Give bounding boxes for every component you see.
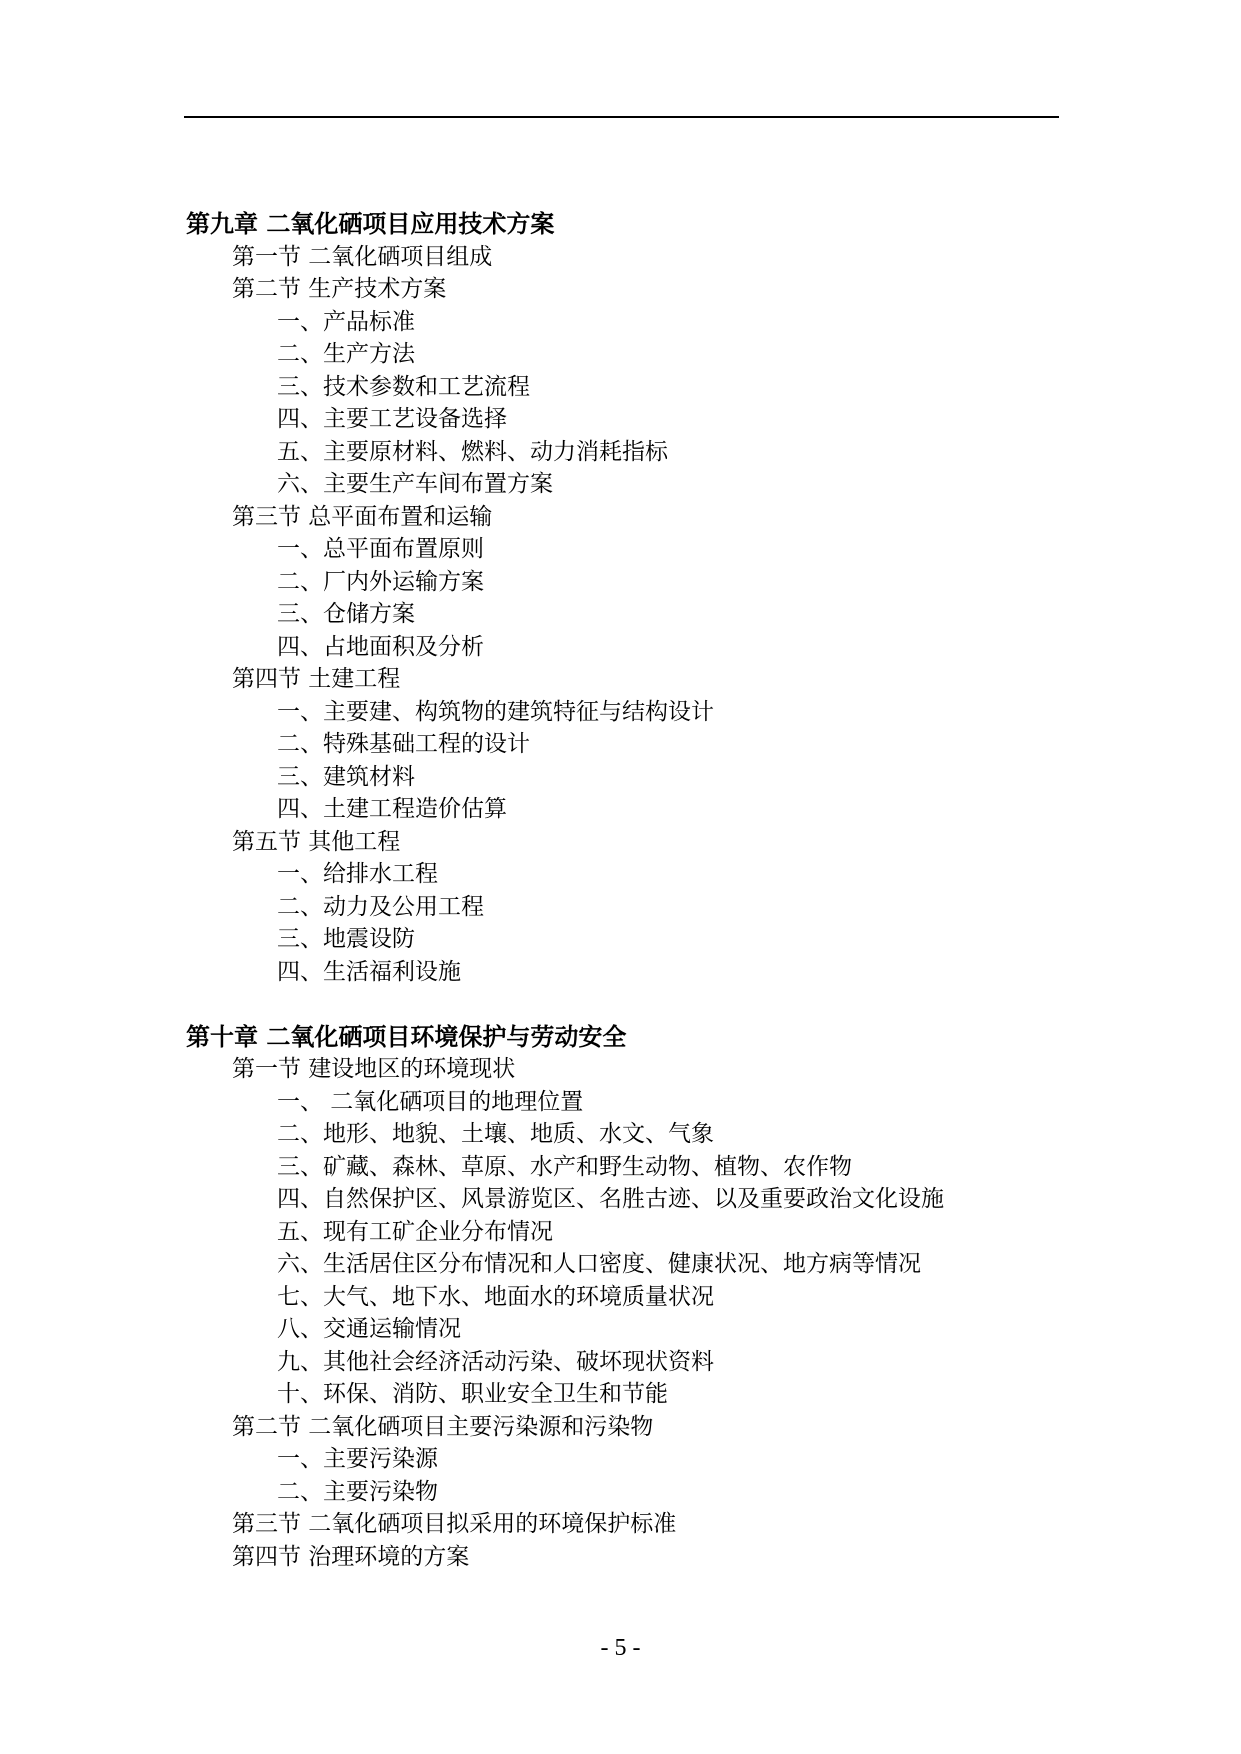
- toc-item: 三、地震设防: [277, 926, 415, 952]
- toc-item: 四、土建工程造价估算: [277, 796, 507, 822]
- toc-item: 四、自然保护区、风景游览区、名胜古迹、以及重要政治文化设施: [277, 1186, 944, 1212]
- toc-item: 一、总平面布置原则: [277, 536, 484, 562]
- section-heading: 第五节 其他工程: [232, 828, 401, 855]
- toc-item: 二、特殊基础工程的设计: [277, 731, 530, 757]
- toc-item: 一、 二氧化硒项目的地理位置: [277, 1088, 584, 1115]
- toc-item: 三、仓储方案: [277, 601, 415, 627]
- section-heading: 第四节 治理环境的方案: [232, 1543, 470, 1570]
- section-heading: 第四节 土建工程: [232, 666, 401, 692]
- section-heading: 第二节 生产技术方案: [232, 276, 447, 302]
- toc-item: 一、主要污染源: [277, 1446, 438, 1472]
- chapter-title: 第九章 二氧化硒项目应用技术方案: [186, 209, 555, 238]
- toc-item: 八、交通运输情况: [277, 1316, 461, 1342]
- toc-item: 二、主要污染物: [277, 1478, 438, 1505]
- page-number: - 5 -: [600, 1635, 641, 1661]
- toc-item: 一、给排水工程: [277, 861, 438, 887]
- chapter-title: 第十章 二氧化硒项目环境保护与劳动安全: [186, 1021, 627, 1051]
- toc-item: 九、其他社会经济活动污染、破坏现状资料: [277, 1348, 714, 1375]
- toc-item: 一、产品标准: [277, 308, 415, 335]
- toc-item: 五、主要原材料、燃料、动力消耗指标: [277, 438, 668, 465]
- toc-item: 二、地形、地貌、土壤、地质、水文、气象: [277, 1121, 714, 1147]
- section-heading: 第三节 总平面布置和运输: [232, 503, 493, 530]
- header-rule: [184, 116, 1059, 118]
- section-heading: 第二节 二氧化硒项目主要污染源和污染物: [232, 1413, 654, 1440]
- section-heading: 第一节 二氧化硒项目组成: [232, 243, 493, 270]
- toc-item: 十、环保、消防、职业安全卫生和节能: [277, 1381, 668, 1407]
- toc-item: 一、主要建、构筑物的建筑特征与结构设计: [277, 698, 714, 725]
- toc-item: 五、现有工矿企业分布情况: [277, 1218, 553, 1245]
- toc-item: 六、主要生产车间布置方案: [277, 471, 553, 497]
- toc-item: 二、动力及公用工程: [277, 893, 484, 920]
- section-heading: 第一节 建设地区的环境现状: [232, 1056, 516, 1082]
- toc-item: 六、生活居住区分布情况和人口密度、健康状况、地方病等情况: [277, 1251, 921, 1277]
- toc-item: 二、厂内外运输方案: [277, 568, 484, 595]
- toc-item: 三、建筑材料: [277, 763, 415, 790]
- toc-item: 四、主要工艺设备选择: [277, 406, 507, 432]
- toc-item: 二、生产方法: [277, 341, 415, 367]
- toc-item: 四、占地面积及分析: [277, 633, 484, 660]
- toc-item: 三、技术参数和工艺流程: [277, 373, 530, 400]
- toc-item: 三、矿藏、森林、草原、水产和野生动物、植物、农作物: [277, 1153, 852, 1180]
- toc-item: 七、大气、地下水、地面水的环境质量状况: [277, 1283, 714, 1310]
- toc-item: 四、生活福利设施: [277, 958, 461, 985]
- section-heading: 第三节 二氧化硒项目拟采用的环境保护标准: [232, 1511, 677, 1537]
